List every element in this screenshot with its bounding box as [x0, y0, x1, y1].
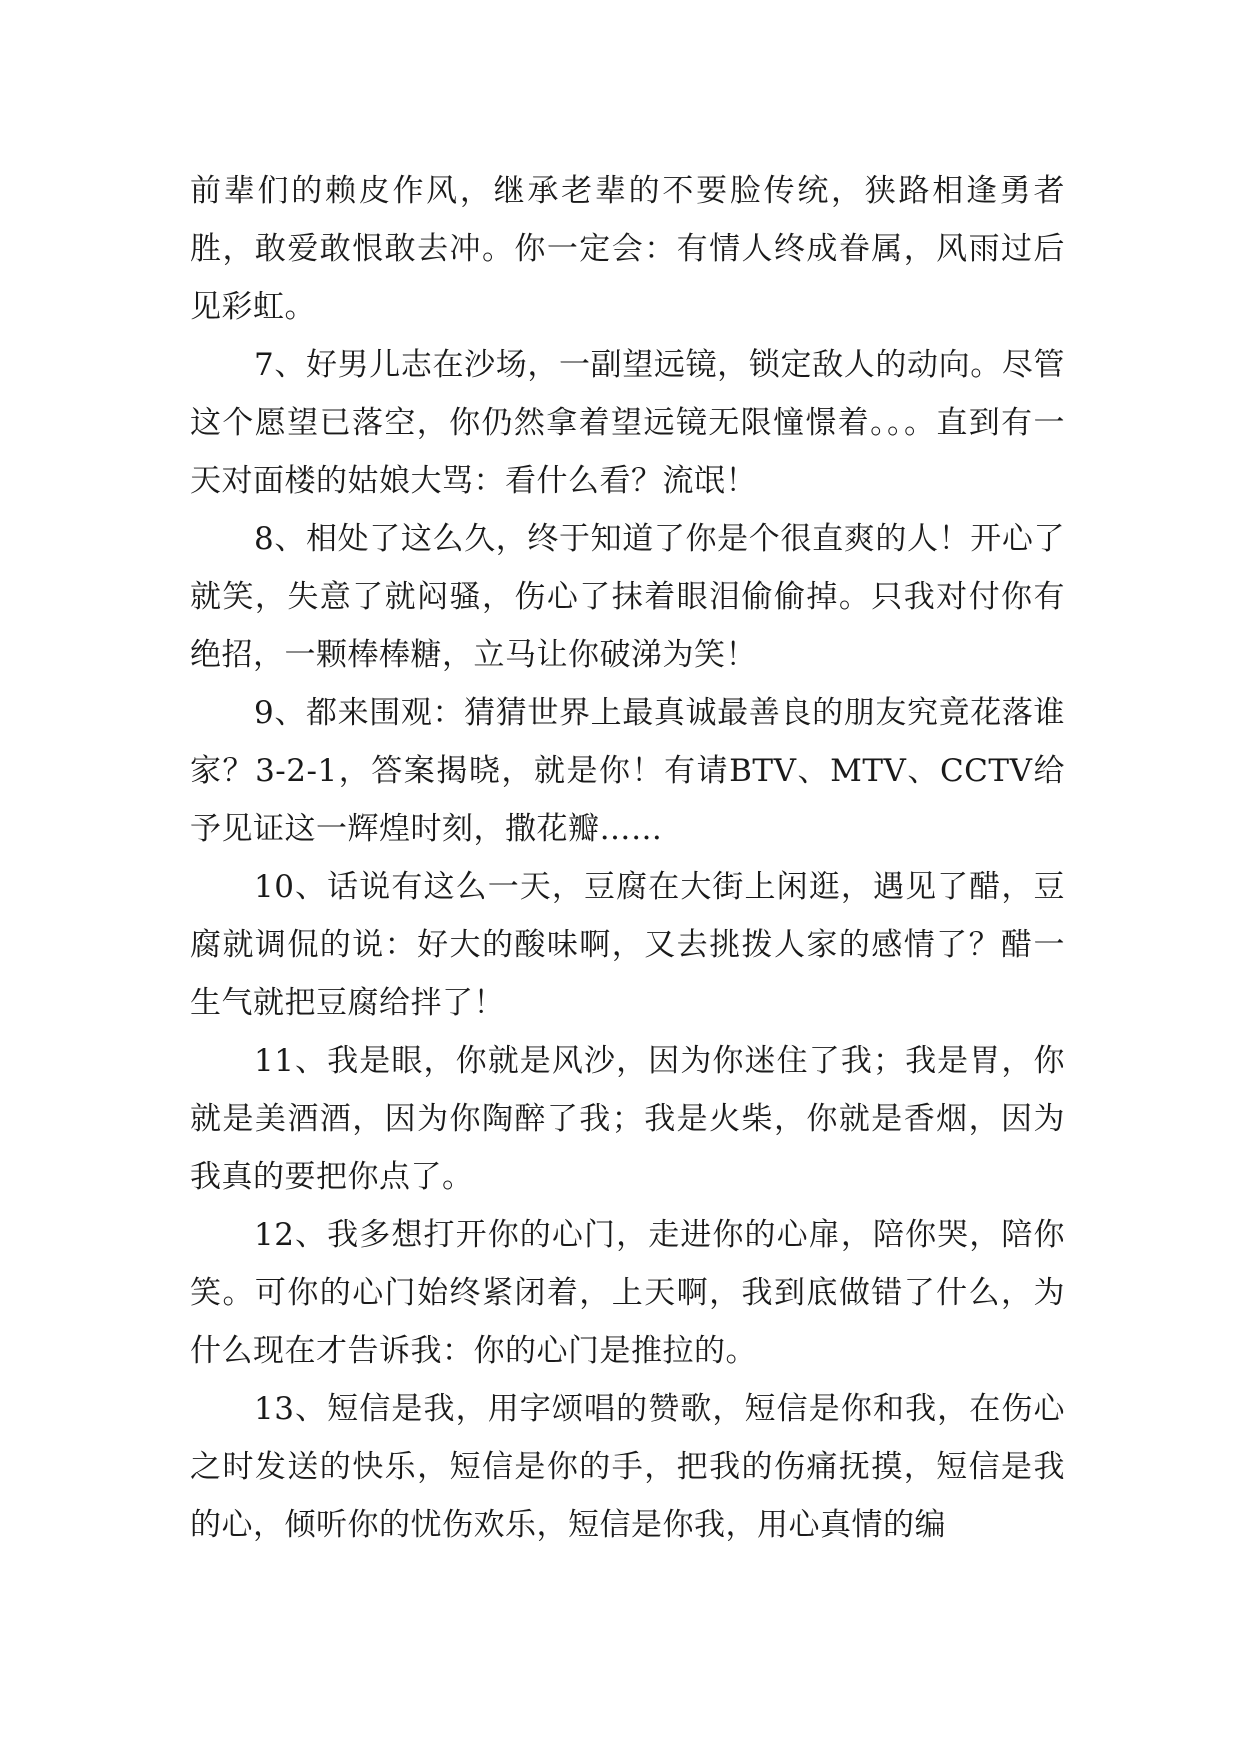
paragraph-item-7: 7、好男儿志在沙场，一副望远镜，锁定敌人的动向。尽管这个愿望已落空，你仍然拿着望远镜无限憧憬着。。。直到有一天对面楼的姑娘大骂：看什么看？流氓！ — [190, 347, 1065, 499]
paragraph-item-11: 11、我是眼，你就是风沙，因为你迷住了我；我是胃，你就是美酒酒，因为你陶醉了我；我是火柴，你就是香烟，因为我真的要把你点了。 — [190, 1043, 1065, 1195]
paragraph-item-8: 8、相处了这么久，终于知道了你是个很直爽的人！开心了就笑，失意了就闷骚，伤心了抹着眼泪偷偷掉。只我对付你有绝招，一颗棒棒糖，立马让你破涕为笑！ — [190, 521, 1065, 673]
document-page — [190, 162, 1065, 1554]
paragraph-item-13: 13、短信是我，用字颂唱的赞歌，短信是你和我，在伤心之时发送的快乐，短信是你的手，把我的伤痛抚摸，短信是我的心，倾听你的忧伤欢乐，短信是你我，用心真情的编 — [190, 1391, 1065, 1543]
paragraph-item-9: 9、都来围观：猜猜世界上最真诚最善良的朋友究竟花落谁家？3-2-1，答案揭晓，就是你！有请BTV、MTV、CCTV给予见证这一辉煌时刻，撒花瓣…… — [190, 695, 1065, 847]
paragraph-continuation: 前辈们的赖皮作风，继承老辈的不要脸传统，狭路相逢勇者胜，敢爱敢恨敢去冲。你一定会：有情人终成眷属，风雨过后见彩虹。 — [190, 173, 1065, 325]
paragraph-item-12: 12、我多想打开你的心门，走进你的心扉，陪你哭，陪你笑。可你的心门始终紧闭着，上天啊，我到底做错了什么，为什么现在才告诉我：你的心门是推拉的。 — [190, 1217, 1065, 1369]
paragraph-item-10: 10、话说有这么一天，豆腐在大街上闲逛，遇见了醋，豆腐就调侃的说：好大的酸味啊，又去挑拨人家的感情了？醋一生气就把豆腐给拌了！ — [190, 869, 1065, 1021]
